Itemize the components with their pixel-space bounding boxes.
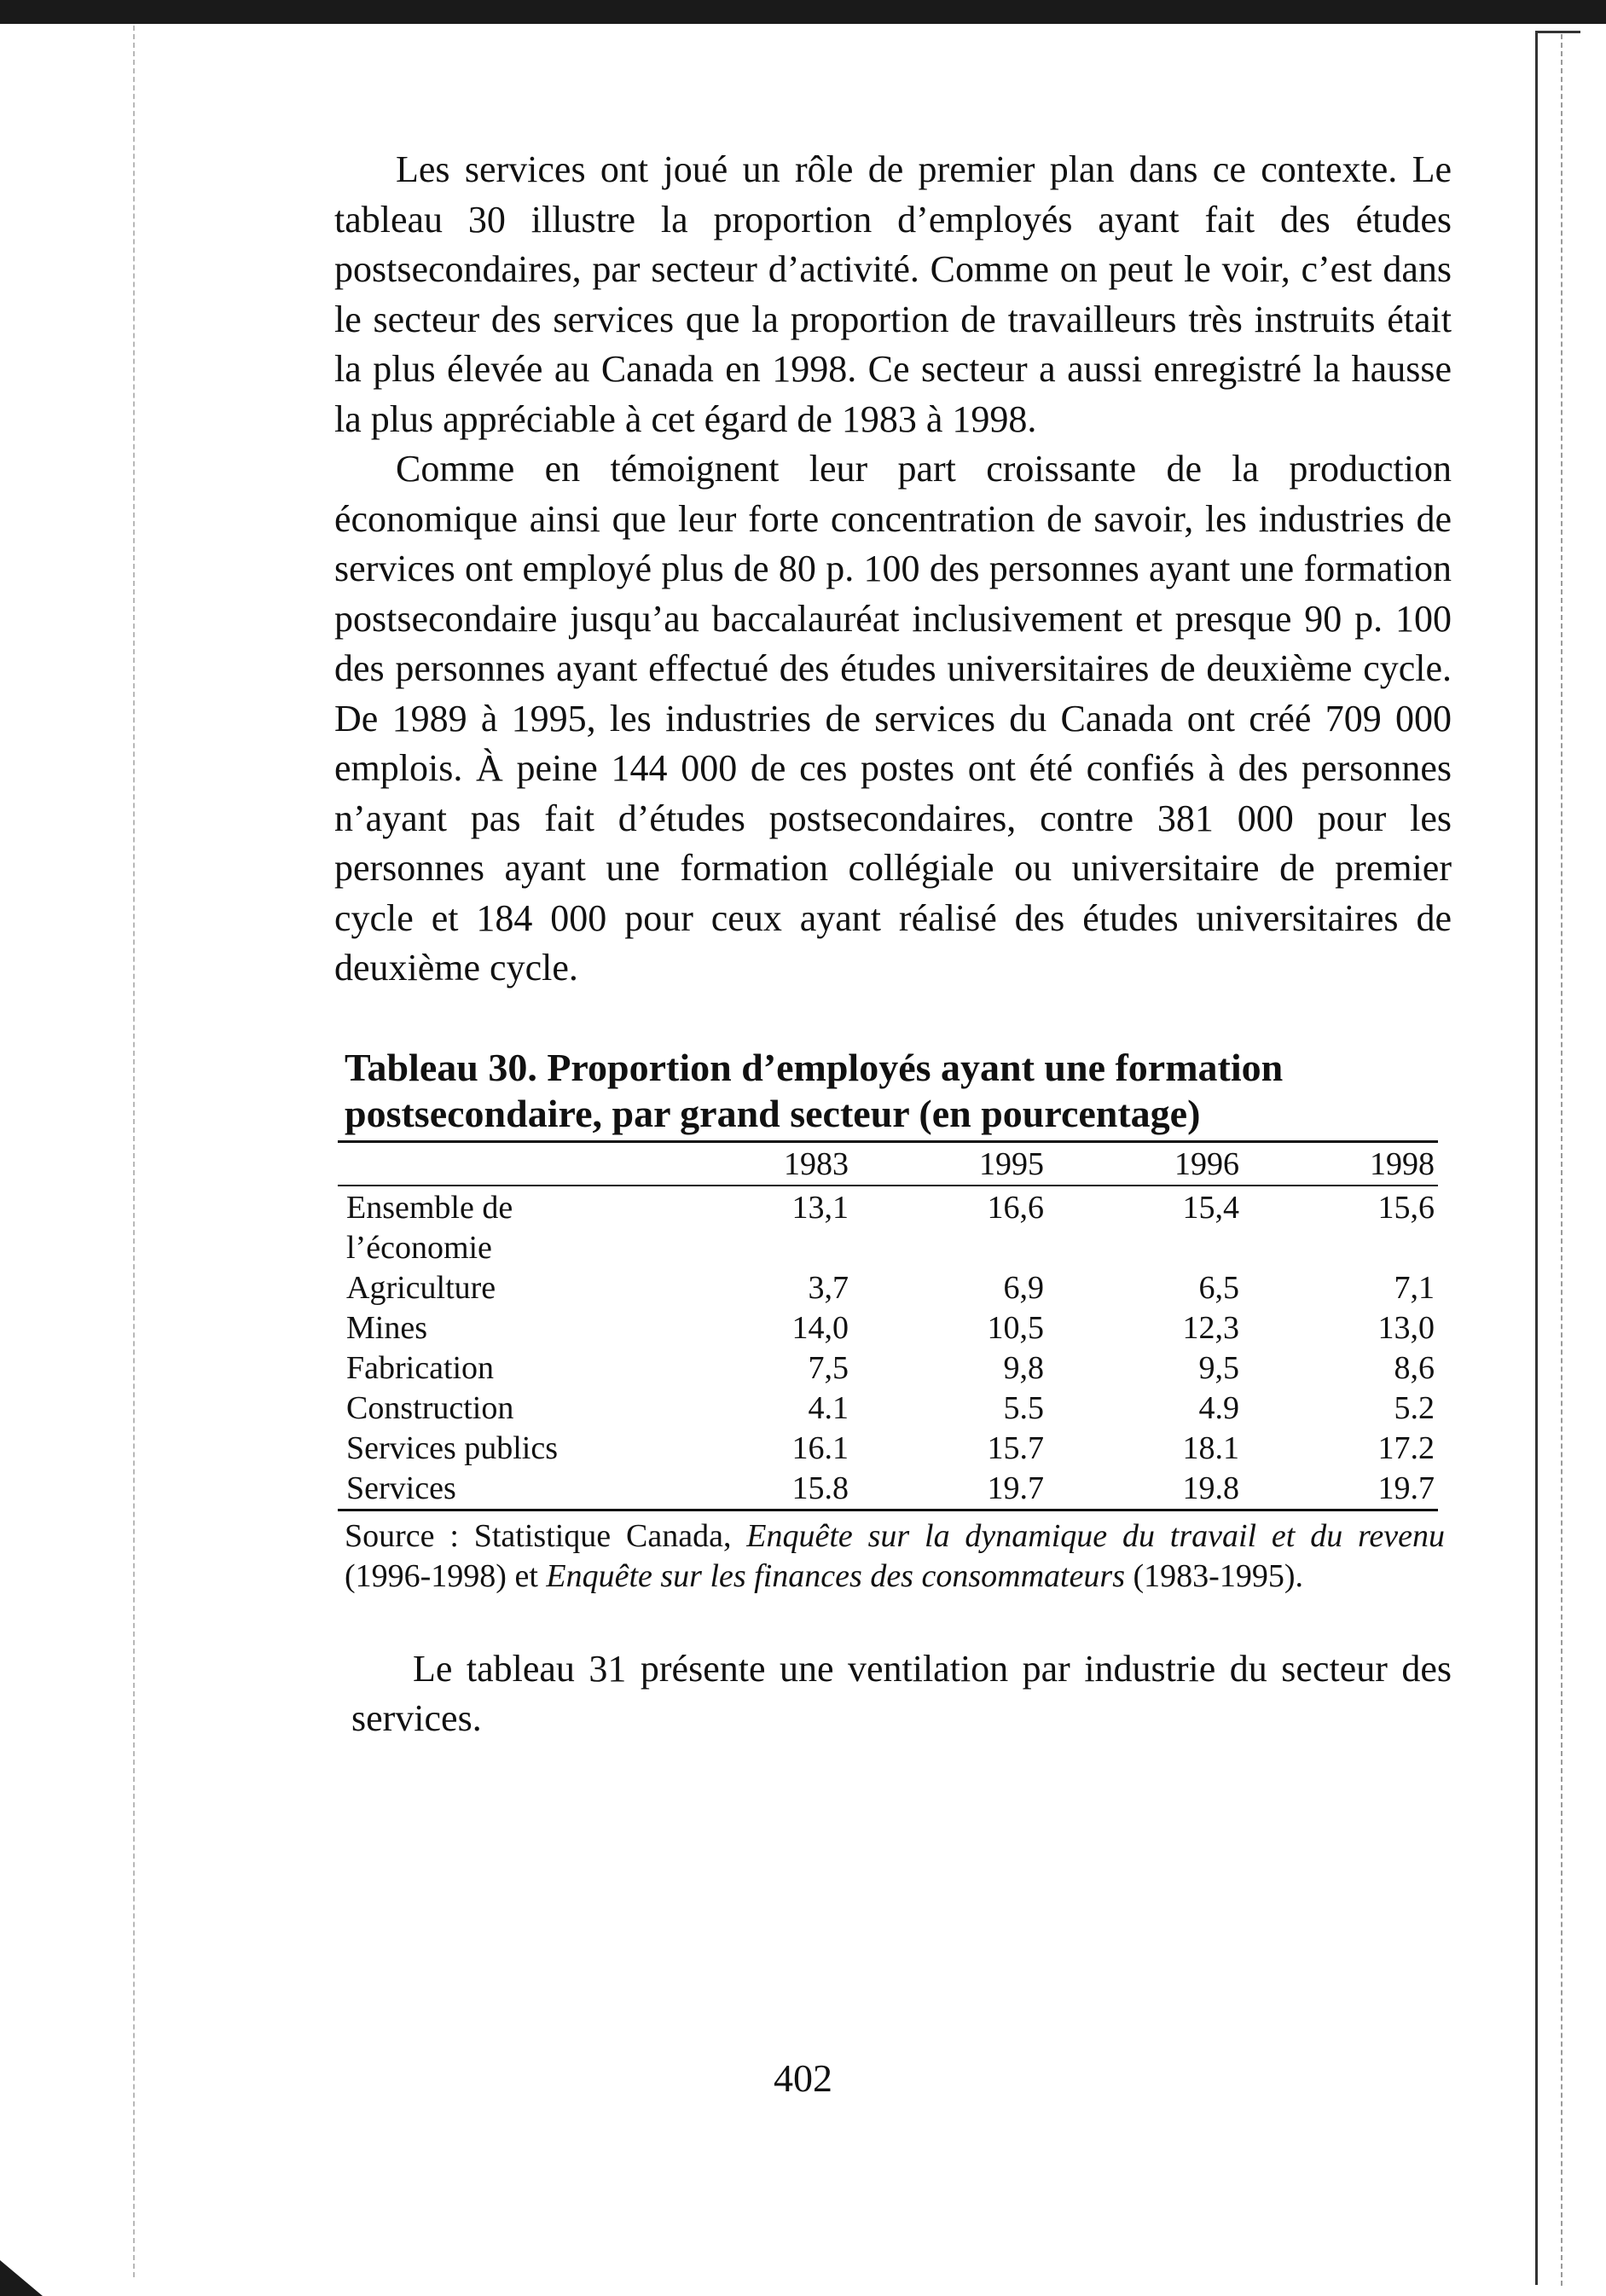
table-cell: 7,5 (808, 1349, 849, 1386)
table-cell: 15.7 (987, 1429, 1044, 1466)
scan-top-edge (0, 0, 1606, 24)
row-label: Construction (346, 1389, 514, 1426)
source-prefix: Source : Statistique Canada, (345, 1517, 747, 1554)
table-cell: 9,8 (1003, 1349, 1044, 1386)
table-cell: 15.8 (657, 1469, 852, 1510)
table-cell: 13,1 (791, 1189, 849, 1226)
table-header-row (338, 1141, 1438, 1186)
table-cell: 17.2 (1377, 1429, 1435, 1466)
table-cell: 19.7 (852, 1469, 1047, 1510)
right-binding-edge (1535, 31, 1580, 2285)
table-cell: 5.2 (1394, 1389, 1435, 1426)
left-margin-line (133, 26, 135, 2277)
source-survey-2: Enquête sur les finances des consommateurs (546, 1557, 1126, 1594)
table-row (338, 1469, 1438, 1510)
table-cell: 12,3 (1182, 1309, 1239, 1346)
table-row (338, 1348, 1438, 1389)
row-label: Fabrication (346, 1349, 495, 1386)
column-header: 1995 (852, 1141, 1047, 1186)
table-cell: 7,1 (1394, 1269, 1435, 1306)
row-label: Ensemble de l’économie (346, 1189, 513, 1266)
table-header-blank (338, 1141, 657, 1186)
source-middle: (1996-1998) et (345, 1557, 547, 1594)
column-header: 1983 (657, 1141, 852, 1186)
table-cell: 10,5 (987, 1309, 1044, 1346)
table-cell: 13,0 (1377, 1309, 1435, 1346)
column-header: 1998 (1243, 1141, 1438, 1186)
table-row (338, 1268, 1438, 1308)
paragraph-2: Comme en témoignent leur part croissante de la production économique ainsi que leur forte concentration de savoir, les industries de services ont employé plus de 80 p. 100 des personnes ayant une formation postsecondaire jusqu’au baccalauréat inclusivement et presque 90 p. 100 des personnes ayant effectué des études universitaires de deuxième cycle. De 1989 à 1995, les industries de services du Canada ont créé 709 000 emplois. À peine 144 000 de ces postes ont été confiés à des personnes n’ayant pas fait d’études postsecondaires, contre 381 000 pour les personnes ayant une formation collégiale ou universitaire de premier cycle et 184 000 pour ceux ayant réalisé des études universitaires de deuxième cycle. (334, 448, 1452, 989)
table-cell: 19.8 (1047, 1469, 1243, 1510)
table-cell: 3,7 (808, 1269, 849, 1306)
table-cell: 18.1 (1182, 1429, 1239, 1466)
table-source-note (345, 1516, 1445, 1597)
table-cell: 15,4 (1182, 1189, 1239, 1226)
paragraph-1: Les services ont joué un rôle de premier plan dans ce contexte. Le tableau 30 illustre la proportion d’employés ayant fait des études postsecondaires, par secteur d’activité. Comme on peut le voir, c’est dans le secteur des services que la proportion de travailleurs très instruits était la plus élevée au Canada en 1998. Ce secteur a aussi enregistré la hausse la plus appréciable à cet égard de 1983 à 1998. (334, 148, 1452, 440)
row-label: Agriculture (346, 1269, 496, 1306)
table-cell: 8,6 (1394, 1349, 1435, 1386)
table-cell: 6,9 (1003, 1269, 1044, 1306)
table-cell: 4.1 (808, 1389, 849, 1426)
data-table (338, 1140, 1438, 1511)
table-title: Tableau 30. Proportion d’employés ayant une formation postsecondaire, par grand secteur (en pourcentage) (345, 1045, 1284, 1135)
table-cell: 5.5 (1003, 1389, 1044, 1426)
table-cell: 15,6 (1377, 1189, 1435, 1226)
closing-paragraph: Le tableau 31 présente une ventilation par industrie du secteur des services. (351, 1647, 1452, 1739)
page-content (334, 145, 1452, 1744)
table-row (338, 1389, 1438, 1429)
row-label: Mines (346, 1309, 427, 1346)
table-cell: 4.9 (1198, 1389, 1239, 1426)
scan-corner (0, 2260, 43, 2296)
table-cell: 14,0 (791, 1309, 849, 1346)
row-label: Services publics (346, 1429, 559, 1466)
row-label: Services (338, 1469, 657, 1510)
column-header: 1996 (1047, 1141, 1243, 1186)
table-row (338, 1186, 1438, 1268)
table-cell: 6,5 (1198, 1269, 1239, 1306)
source-suffix: (1983-1995). (1125, 1557, 1303, 1594)
table-cell: 9,5 (1198, 1349, 1239, 1386)
right-margin-line (1561, 34, 1563, 2286)
source-survey-1: Enquête sur la dynamique du travail et du revenu (746, 1517, 1445, 1554)
table-cell: 16,6 (987, 1189, 1044, 1226)
table-row (338, 1308, 1438, 1348)
table-cell: 19.7 (1243, 1469, 1438, 1510)
table-row (338, 1429, 1438, 1469)
table-cell: 16.1 (791, 1429, 849, 1466)
page-number: 402 (774, 2056, 832, 2100)
